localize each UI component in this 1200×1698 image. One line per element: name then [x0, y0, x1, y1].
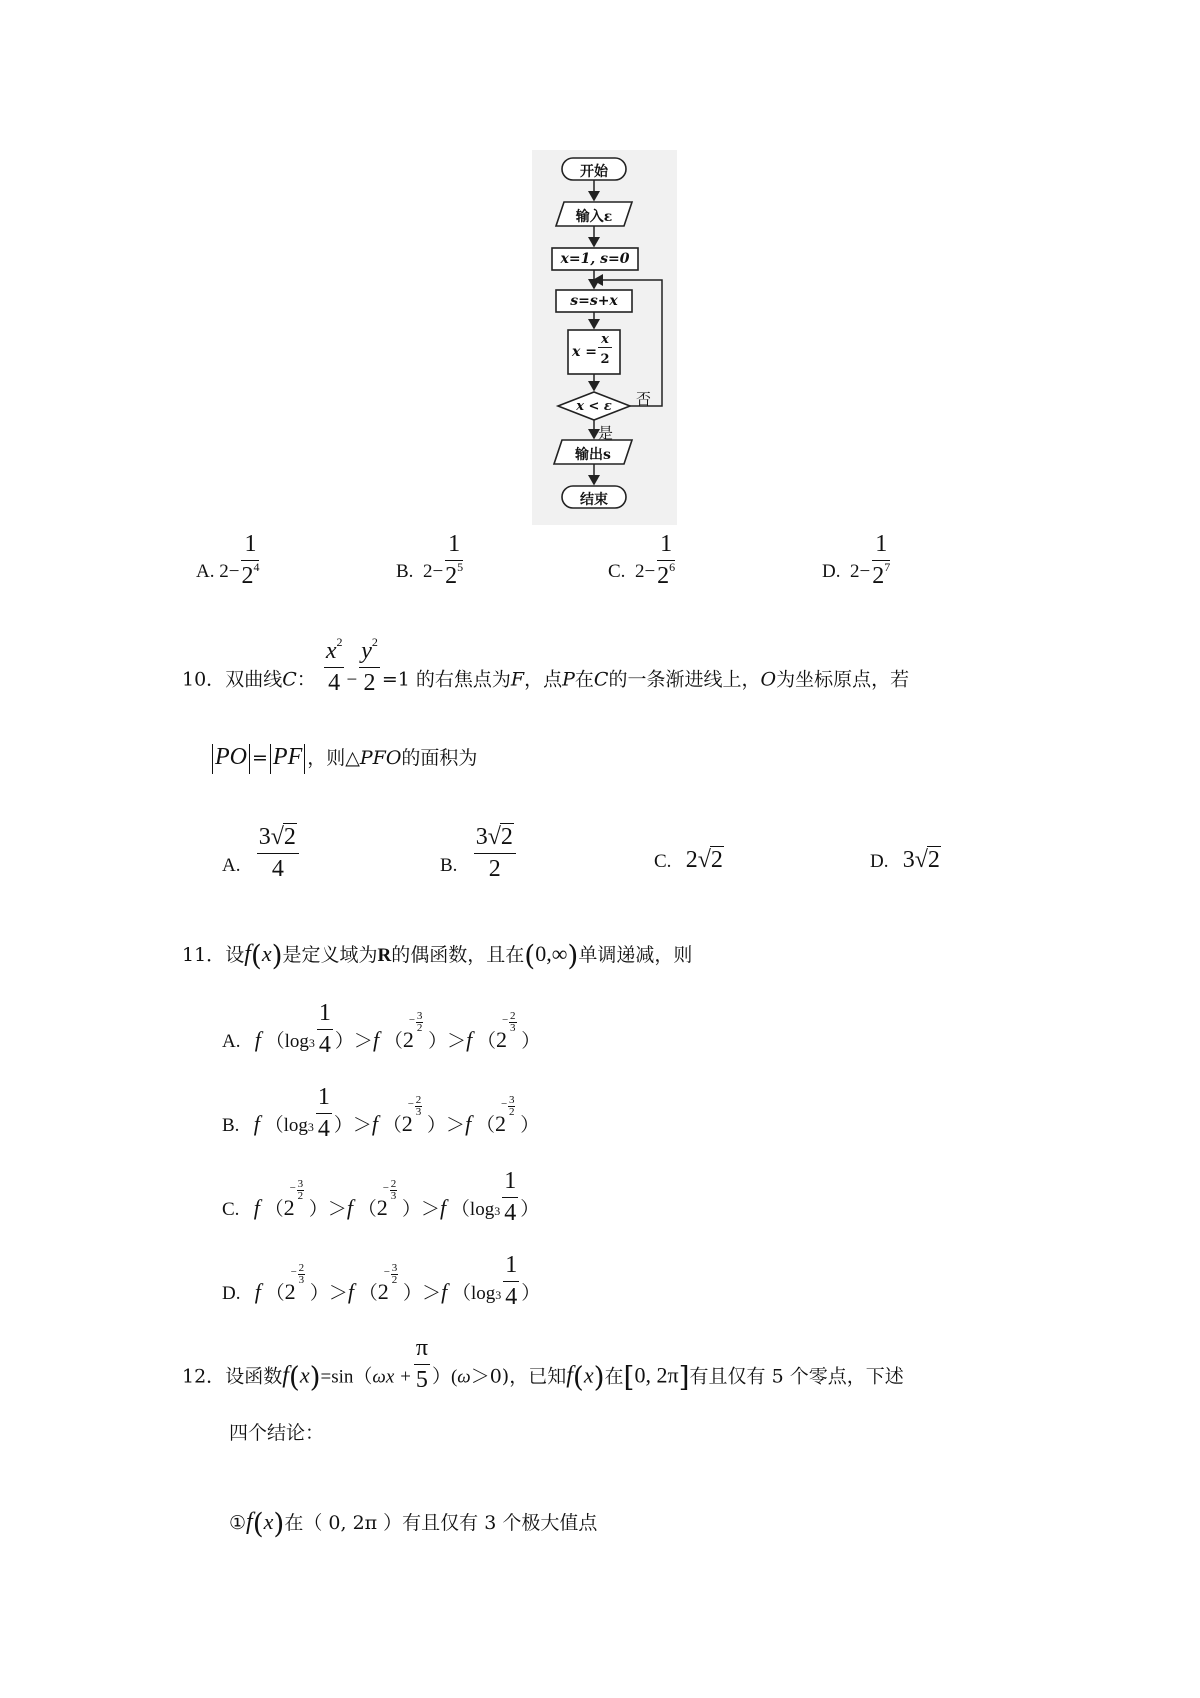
exp-num: 2 — [510, 1009, 516, 1022]
exponent: − 2 3 — [407, 1093, 422, 1118]
exponent: − 3 2 — [383, 1261, 398, 1286]
flow-halve-num: x — [598, 332, 612, 348]
var-p: P — [562, 668, 575, 691]
frac-den: 2 — [363, 669, 376, 696]
var-x: x — [299, 1362, 310, 1388]
func-f: f — [566, 1362, 573, 1389]
exp-num: 2 — [298, 1261, 305, 1274]
exponent: − 2 3 — [290, 1261, 305, 1286]
option-label: D. — [870, 851, 889, 872]
paren: （ — [383, 1030, 403, 1052]
var-x: x — [261, 941, 272, 966]
power-exp: 4 — [253, 559, 260, 574]
frac-den: 4 — [271, 855, 284, 882]
q11-option-d — [222, 1252, 541, 1311]
flow-halve-den: 2 — [600, 352, 610, 367]
q11-stem — [182, 939, 693, 972]
coef: 3 — [902, 847, 915, 873]
bracket: ] — [678, 1360, 690, 1394]
frac-den: 4 — [318, 1031, 331, 1058]
option-fraction — [474, 824, 516, 883]
func-f: f — [346, 1194, 353, 1220]
text: ，点 — [524, 668, 563, 691]
func-f: f — [254, 1026, 261, 1052]
abs-bar — [249, 744, 250, 774]
option-whole: 2 — [634, 560, 645, 582]
exp-den: 2 — [508, 1105, 515, 1118]
paren: ( — [252, 1507, 264, 1540]
exponent: − 3 2 — [500, 1093, 515, 1118]
power-neg-2-3 — [376, 1177, 397, 1220]
base: 2 — [283, 1194, 295, 1220]
paren: ( — [250, 939, 262, 972]
log-base: 3 — [308, 1035, 315, 1050]
frac-den: 4 — [505, 1283, 518, 1310]
option-value — [903, 847, 941, 873]
paren: （ — [476, 1030, 496, 1052]
flow-start-label: 开始 — [580, 164, 608, 180]
paren: （ — [357, 1198, 377, 1220]
frac-den: 4 — [504, 1199, 517, 1226]
log-base: 3 — [307, 1119, 314, 1134]
minus-sign: − — [432, 560, 444, 582]
option-value — [686, 847, 724, 873]
flow-init-label: x=1, s=0 — [560, 251, 630, 267]
option-label: A. — [196, 560, 215, 582]
func-f: f — [372, 1026, 380, 1052]
var-o: O — [760, 668, 777, 691]
paren: ） — [520, 1114, 540, 1136]
base: 2 — [402, 1026, 414, 1052]
omega: ω — [457, 1366, 471, 1388]
minus-sign: − — [228, 560, 240, 582]
q9-option-b — [396, 531, 465, 590]
paren: ( — [288, 1360, 300, 1394]
sqrt: √2 — [487, 824, 513, 850]
minus-sign: − — [859, 560, 871, 582]
x-sq-over-4 — [324, 635, 345, 697]
power-base: 2 — [872, 562, 885, 589]
paren: ） — [333, 1114, 353, 1136]
exp-den: 3 — [510, 1021, 516, 1034]
paren: ） — [521, 1282, 541, 1304]
paren: ) — [593, 1360, 605, 1394]
power-neg-2-3 — [284, 1261, 305, 1304]
gt: ＞ — [328, 1282, 348, 1304]
option-whole: 2 — [219, 560, 229, 582]
frac-den — [241, 561, 259, 591]
q10-option-d — [870, 848, 941, 872]
power-base: 2 — [241, 562, 254, 589]
flow-input-label: 输入ε — [575, 209, 613, 225]
paren: ) — [271, 939, 283, 972]
option-label: B. — [396, 560, 414, 582]
var-x: x — [325, 638, 337, 664]
text: ）( — [431, 1366, 458, 1388]
q10-stem-line2 — [210, 744, 477, 774]
power-base: 2 — [657, 562, 670, 589]
flow-no-label: 否 — [636, 390, 652, 408]
func-f: f — [465, 1110, 472, 1136]
frac-num: 1 — [502, 1168, 518, 1198]
frac-den — [657, 561, 675, 591]
coef: 3 — [258, 824, 271, 850]
gt: ＞ — [421, 1198, 441, 1220]
frac-num: π — [414, 1335, 430, 1365]
q11-option-c — [222, 1168, 540, 1227]
text: 的偶函数，且在 — [391, 944, 525, 966]
flow-halve-left: x = — [572, 344, 597, 360]
q10-option-b — [440, 824, 518, 883]
frac-den — [445, 561, 463, 591]
q12-conclusion-1 — [229, 1507, 598, 1540]
circled-one: ① — [229, 1512, 247, 1534]
seg-po: PO — [215, 744, 247, 770]
option-fraction — [241, 531, 259, 590]
frac-den: 4 — [328, 669, 341, 696]
question-number: 10． — [182, 668, 226, 691]
q11-option-b — [222, 1084, 540, 1143]
text: 设 — [225, 944, 245, 966]
frac-1-4 — [503, 1252, 519, 1311]
exponent: − 2 3 — [382, 1177, 397, 1202]
q10-option-c — [654, 848, 724, 872]
paren: （ — [265, 1282, 285, 1304]
paren: ） — [427, 1114, 447, 1136]
text: ＞0)，已知 — [470, 1365, 567, 1388]
paren: ） — [521, 1030, 541, 1052]
frac-num — [324, 635, 345, 668]
text: 是定义域为 — [282, 944, 378, 966]
base: 2 — [494, 1110, 506, 1136]
func-f: f — [244, 941, 251, 967]
base: 2 — [376, 1194, 388, 1220]
log: log — [284, 1030, 309, 1052]
flow-sum-label: s=s+x — [570, 293, 618, 309]
paren: （ — [382, 1114, 402, 1136]
pi-over-5 — [414, 1335, 430, 1394]
var-x: x — [263, 1509, 274, 1534]
power-neg-2-3 — [496, 1009, 516, 1052]
interval: 0, 2π — [634, 1362, 679, 1388]
flow-condition-label: x < ε — [576, 399, 612, 414]
option-label: A. — [222, 1030, 241, 1052]
func-f: f — [466, 1026, 473, 1052]
text: 双曲线 — [225, 668, 283, 691]
log: log — [470, 1282, 496, 1304]
power-neg-3-2 — [402, 1009, 423, 1052]
minus-sign: − — [346, 669, 358, 691]
power-neg-3-2 — [283, 1177, 304, 1220]
func-f: f — [440, 1194, 447, 1220]
flow-output-label: 输出s — [575, 447, 611, 463]
paren: ） — [334, 1030, 354, 1052]
text: 在 — [574, 668, 594, 691]
var-c: C — [282, 668, 297, 691]
frac-num: 1 — [241, 531, 259, 561]
power-exp: 6 — [669, 559, 676, 574]
option-label: D. — [822, 560, 841, 582]
abs-bar — [304, 744, 305, 774]
sin-expr: =sin（ — [320, 1366, 373, 1388]
radicand: 2 — [283, 824, 296, 850]
option-label: B. — [440, 854, 458, 876]
paren: （ — [475, 1114, 495, 1136]
q10-option-a — [222, 824, 301, 883]
option-label: B. — [222, 1114, 240, 1136]
option-label: C. — [222, 1198, 240, 1220]
paren: ） — [520, 1198, 540, 1220]
option-fraction — [257, 824, 299, 883]
func-f: f — [253, 1110, 260, 1136]
paren: ） — [308, 1198, 328, 1220]
sqrt: √2 — [914, 847, 940, 873]
exponent: − 2 3 — [502, 1009, 516, 1034]
log-base: 3 — [494, 1203, 501, 1218]
paren: ( — [524, 939, 536, 972]
func-f: f — [246, 1509, 253, 1535]
q12-stem-line2: 四个结论： — [229, 1422, 325, 1444]
text: 在 — [604, 1365, 624, 1388]
text: 单调递减，则 — [578, 944, 693, 966]
option-fraction — [872, 531, 890, 590]
base: 2 — [377, 1278, 389, 1304]
y-sq-over-2 — [359, 635, 380, 697]
exp-num: 3 — [416, 1009, 423, 1022]
frac-num: 1 — [872, 531, 890, 561]
frac-num: 1 — [657, 531, 675, 561]
frac-den — [872, 561, 890, 591]
paren: （ — [265, 1030, 285, 1052]
var-x: x — [583, 1362, 594, 1388]
exp-den: 2 — [391, 1273, 398, 1286]
paren: （ — [358, 1282, 378, 1304]
flow-end-label: 结束 — [580, 492, 608, 508]
sqrt: √2 — [697, 847, 723, 873]
func-f: f — [371, 1110, 379, 1136]
gt: ＞ — [352, 1114, 372, 1136]
frac-num: 1 — [445, 531, 463, 561]
exp-num: 3 — [508, 1093, 515, 1106]
log: log — [283, 1114, 308, 1136]
gt: ＞ — [446, 1114, 466, 1136]
exp-den: 2 — [297, 1189, 304, 1202]
log-base: 3 — [495, 1287, 502, 1302]
paren: ） — [402, 1198, 422, 1220]
power-base: 2 — [445, 562, 458, 589]
exponent: − 3 2 — [408, 1009, 423, 1034]
frac-num: 1 — [317, 1000, 333, 1030]
frac-den: 4 — [317, 1115, 330, 1142]
text: 为坐标原点，若 — [776, 668, 910, 691]
frac-1-4 — [316, 1084, 332, 1143]
option-whole: 2 — [422, 560, 433, 582]
paren: ） — [309, 1282, 329, 1304]
paren: （ — [264, 1114, 284, 1136]
text: ，则△ — [307, 747, 360, 769]
coef: 2 — [685, 847, 698, 873]
bracket: [ — [623, 1360, 635, 1394]
text: ： — [296, 668, 316, 691]
frac-den: 5 — [415, 1366, 428, 1393]
exp-den: 3 — [298, 1273, 305, 1286]
frac-num — [359, 635, 380, 668]
text: 在（ 0, 2π ）有且仅有 3 个极大值点 — [284, 1512, 598, 1534]
question-number: 11． — [182, 944, 226, 966]
power-exp: 7 — [884, 559, 891, 574]
flow-yes-label: 是 — [598, 424, 614, 442]
question-number: 12． — [182, 1365, 226, 1388]
omega-x: ωx + — [372, 1366, 412, 1388]
frac-num — [257, 824, 299, 854]
gt: ＞ — [353, 1030, 373, 1052]
minus-sign: − — [644, 560, 656, 582]
radicand: 2 — [500, 824, 513, 850]
exp-den: 3 — [415, 1105, 422, 1118]
q10-stem-line1 — [182, 635, 910, 697]
interval: 0,∞ — [535, 941, 568, 966]
func-f: f — [441, 1278, 448, 1304]
exp-num: 3 — [297, 1177, 304, 1190]
exp: 2 — [336, 635, 343, 649]
paren: ) — [567, 939, 579, 972]
q9-option-c — [608, 531, 677, 590]
exponent: − 3 2 — [289, 1177, 304, 1202]
func-f: f — [254, 1278, 261, 1304]
exp-num: 2 — [415, 1093, 422, 1106]
func-f: f — [253, 1194, 260, 1220]
gt: ＞ — [327, 1198, 347, 1220]
var-y: y — [361, 638, 372, 664]
func-f: f — [282, 1362, 289, 1389]
log: log — [469, 1198, 495, 1220]
text: =1 的右焦点为 — [381, 668, 511, 691]
gt: ＞ — [447, 1030, 467, 1052]
power-neg-3-2 — [494, 1093, 515, 1136]
frac-1-4 — [317, 1000, 333, 1059]
option-whole: 2 — [849, 560, 860, 582]
paren: ） — [403, 1282, 423, 1304]
exp-den: 2 — [416, 1021, 423, 1034]
flowchart-figure — [532, 150, 677, 525]
paren: ) — [273, 1507, 285, 1540]
option-fraction — [445, 531, 463, 590]
text: 设函数 — [225, 1365, 283, 1388]
base: 2 — [284, 1278, 296, 1304]
exp: 2 — [371, 635, 378, 649]
q9-option-d — [822, 531, 892, 590]
exp-den: 3 — [390, 1189, 397, 1202]
radicand: 2 — [710, 847, 723, 873]
set-r: R — [377, 945, 392, 966]
frac-den: 2 — [488, 855, 501, 882]
power-exp: 5 — [457, 559, 464, 574]
frac-num: 1 — [503, 1252, 519, 1282]
q9-option-a — [196, 531, 261, 590]
option-label: C. — [608, 560, 626, 582]
text: 的一条渐进线上， — [608, 668, 761, 691]
triangle-pfo: PFO — [359, 747, 402, 769]
paren: （ — [264, 1198, 284, 1220]
equals: = — [252, 747, 268, 769]
paren: （ — [450, 1198, 470, 1220]
paren: （ — [451, 1282, 471, 1304]
text: 的面积为 — [401, 747, 478, 769]
seg-pf: PF — [272, 744, 303, 770]
paren: ） — [428, 1030, 448, 1052]
paren: ) — [309, 1360, 321, 1394]
var-c: C — [593, 668, 609, 691]
func-f: f — [347, 1278, 355, 1304]
power-neg-2-3 — [401, 1093, 422, 1136]
frac-1-4 — [502, 1168, 518, 1227]
coef: 3 — [475, 824, 488, 850]
option-fraction — [657, 531, 675, 590]
gt: ＞ — [422, 1282, 442, 1304]
base: 2 — [401, 1110, 413, 1136]
q11-option-a — [222, 1000, 541, 1059]
option-label: D. — [222, 1282, 241, 1304]
frac-num — [474, 824, 516, 854]
base: 2 — [496, 1026, 507, 1052]
text: 有且仅有 5 个零点，下述 — [689, 1365, 904, 1388]
sqrt: √2 — [270, 824, 296, 850]
q12-stem-line1 — [182, 1335, 904, 1394]
option-label: A. — [222, 854, 241, 876]
exp-num: 3 — [391, 1261, 398, 1274]
abs-bar — [270, 744, 271, 774]
option-label: C. — [654, 851, 672, 872]
frac-num: 1 — [316, 1084, 332, 1114]
power-neg-3-2 — [377, 1261, 398, 1304]
abs-bar — [212, 744, 213, 774]
radicand: 2 — [927, 847, 940, 873]
var-f: F — [510, 668, 525, 691]
exp-num: 2 — [390, 1177, 397, 1190]
paren: ( — [572, 1360, 584, 1394]
